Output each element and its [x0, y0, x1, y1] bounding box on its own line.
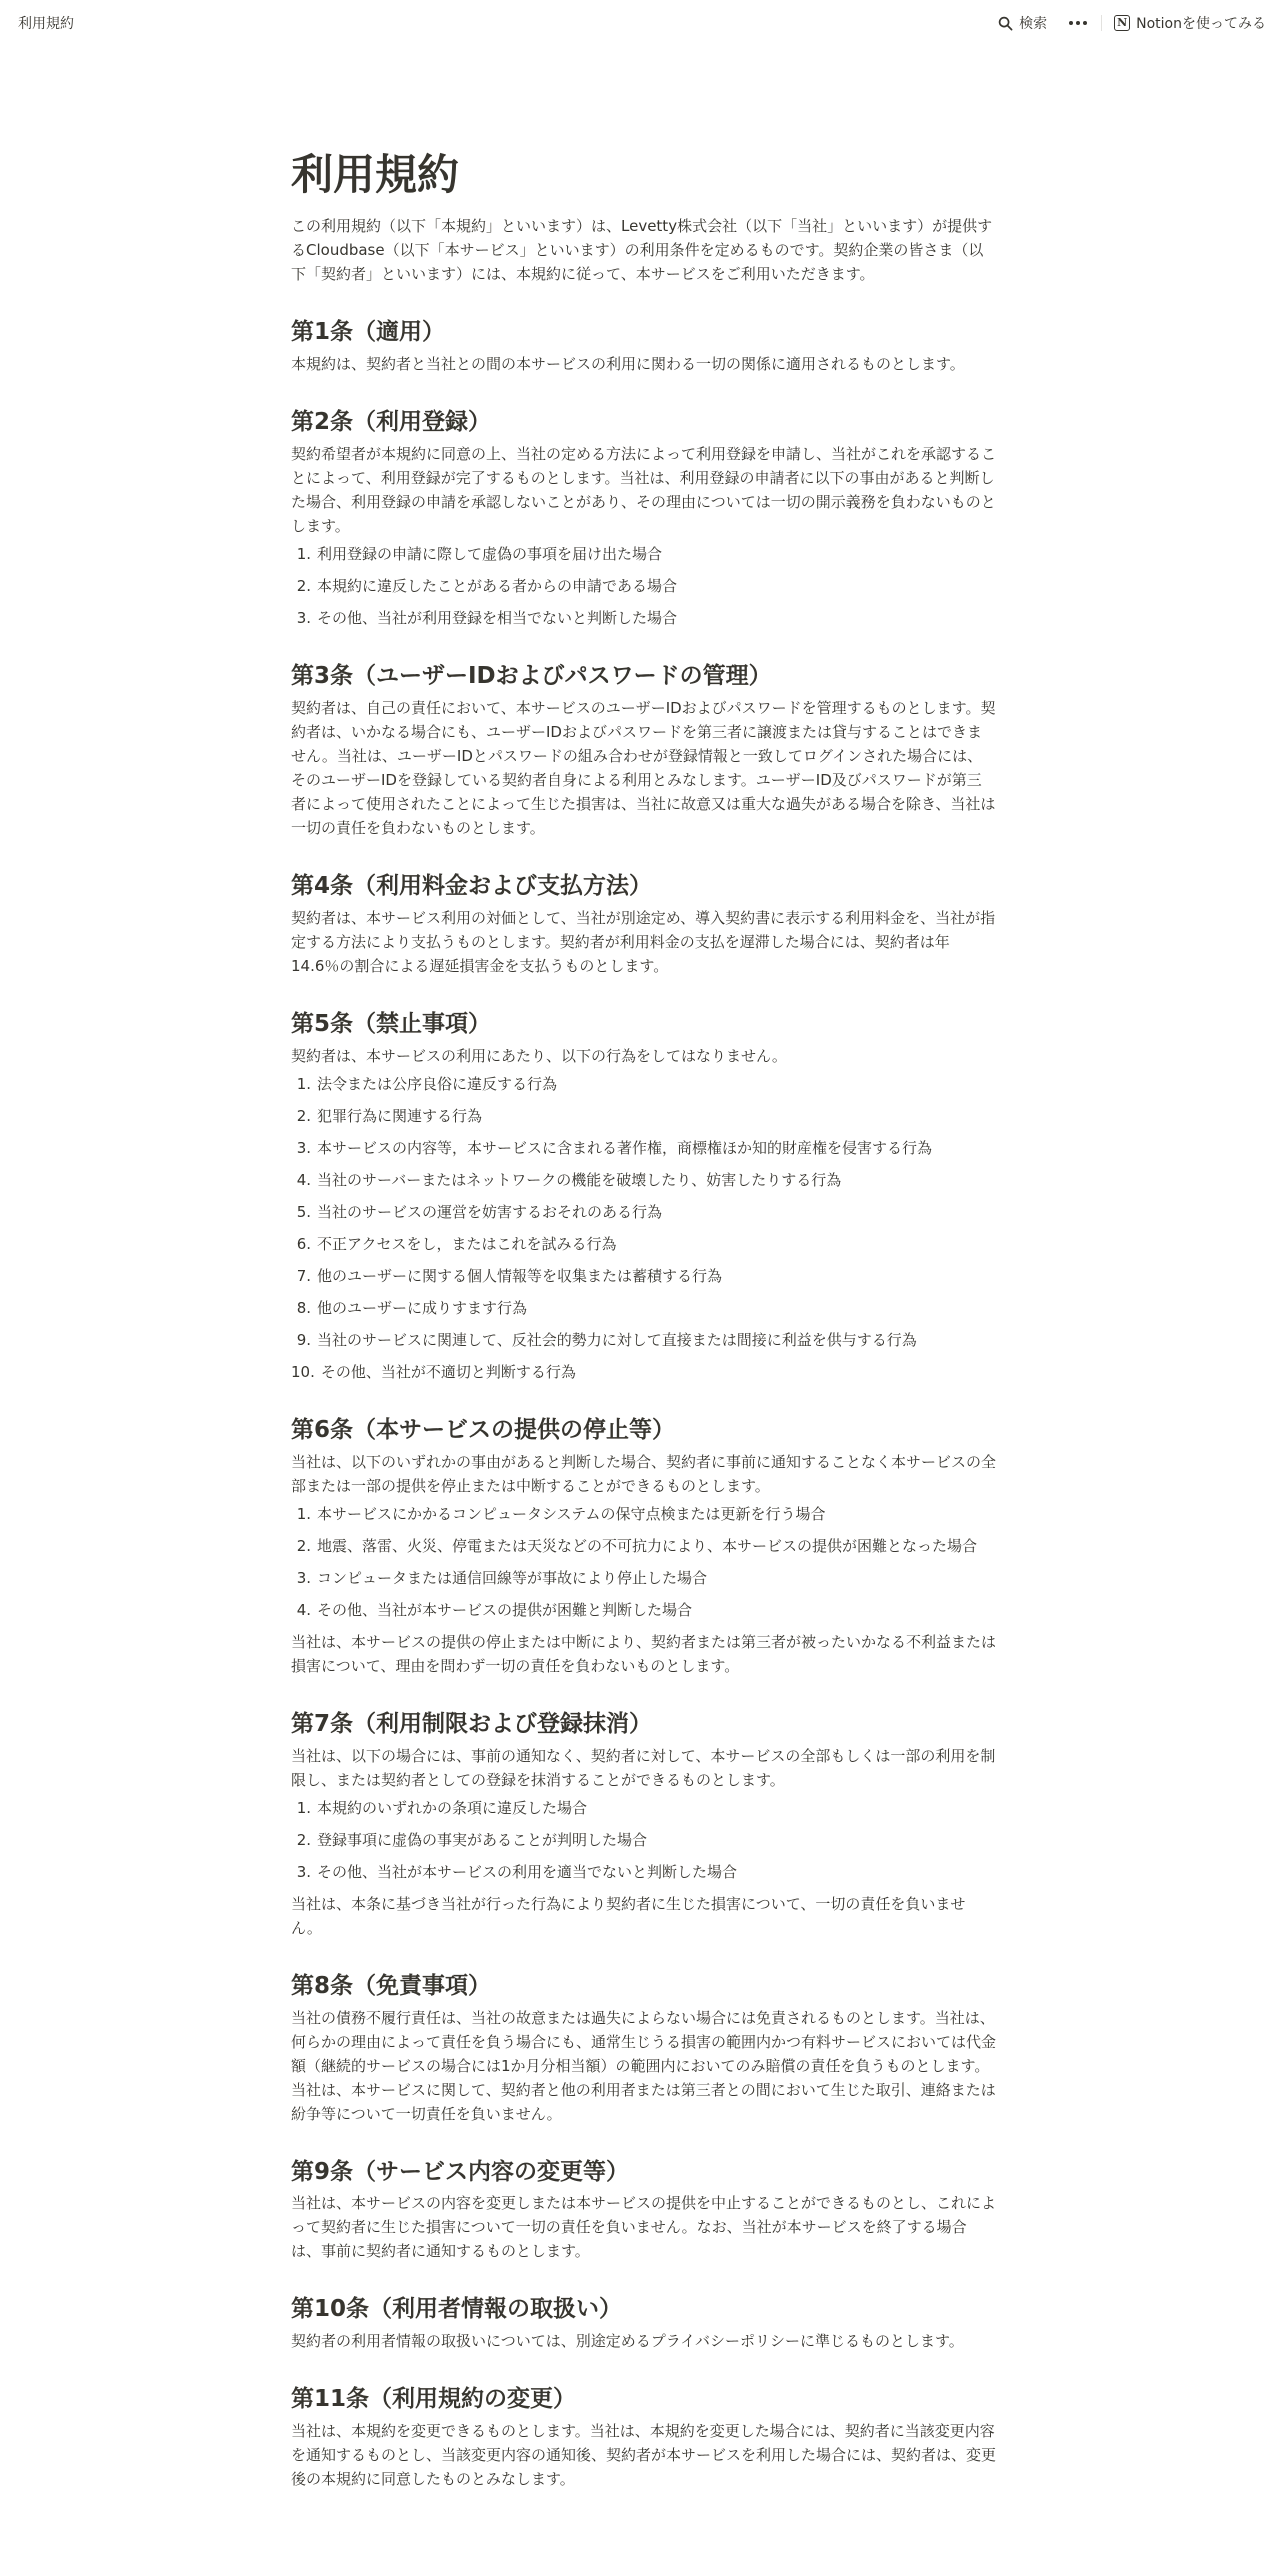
list-item	[291, 1360, 996, 1384]
list-number: 1.	[296, 1074, 311, 1093]
list-item-text: 利用登録の申請に際して虚偽の事項を届け出た場合	[317, 545, 663, 564]
list-item	[291, 1502, 996, 1526]
section-paragraph: 契約者は、自己の責任において、本サービスのユーザーIDおよびパスワードを管理するものとします。契約者は、いかなる場合にも、ユーザーIDおよびパスワードを第三者に譲渡または貸与することはできません。当社は、ユーザーIDとパスワードの組み合わせが登録情報と一致してログインされた場合には、そのユーザーIDを登録している契約者自身による利用とみなします。ユーザーID及びパスワードが第三者によって使用されたことによって生じた損害は、当社に故意又は重大な過失がある場合を除き、当社は一切の責任を負わないものとします。	[291, 699, 996, 838]
section-heading: 第6条（本サービスの提供の停止等）	[291, 1416, 676, 1443]
list-item-text: 当社のサーバーまたはネットワークの機能を破壊したり、妨害したりする行為	[317, 1170, 842, 1189]
page-title: 利用規約	[291, 150, 460, 199]
list-item-text: 他のユーザーに成りすます行為	[317, 1298, 528, 1317]
list-number: 5.	[296, 1202, 311, 1221]
section-heading: 第10条（利用者情報の取扱い）	[291, 2296, 623, 2323]
list-number: 4.	[296, 1600, 311, 1619]
list-number: 3.	[296, 609, 311, 628]
list-item-text: 本サービスにかかるコンピュータシステムの保守点検または更新を行う場合	[317, 1504, 826, 1523]
list-item	[291, 1828, 996, 1852]
section-heading: 第5条（禁止事項）	[291, 1010, 492, 1037]
try-notion-button[interactable]	[1114, 13, 1266, 33]
list-item	[291, 1072, 996, 1096]
list-item	[291, 1598, 996, 1622]
list-item	[291, 542, 996, 566]
list-item	[291, 1534, 996, 1558]
divider	[1101, 15, 1102, 31]
list-item-text: 本規約に違反したことがある者からの申請である場合	[317, 577, 678, 596]
list-item	[291, 1264, 996, 1288]
section-heading: 第8条（免責事項）	[291, 1972, 492, 1999]
section-paragraph: 契約者の利用者情報の取扱いについては、別途定めるプライバシーポリシーに準じるものとします。	[291, 2332, 964, 2351]
numbered-list	[291, 1072, 996, 1384]
list-item	[291, 1566, 996, 1590]
list-item-text: その他、当社が本サービスの利用を適当でないと判断した場合	[317, 1862, 738, 1881]
page-content	[291, 150, 996, 2493]
section-paragraph: 契約者は、本サービス利用の対価として、当社が別途定め、導入契約書に表示する利用料金を、当社が指定する方法により支払うものとします。契約者が利用料金の支払を遅滞した場合には、契約者は年14.6％の割合による遅延損害金を支払うものとします。	[291, 908, 996, 975]
section-paragraph: 当社は、以下の場合には、事前の通知なく、契約者に対して、本サービスの全部もしくは一部の利用を制限し、または契約者としての登録を抹消することができるものとします。	[291, 1746, 996, 1789]
list-item-text: 犯罪行為に関連する行為	[317, 1106, 483, 1125]
list-number: 8.	[296, 1298, 311, 1317]
section-heading: 第7条（利用制限および登録抹消）	[291, 1710, 653, 1737]
section-heading: 第4条（利用料金および支払方法）	[291, 873, 653, 900]
section-paragraph: 当社は、本条に基づき当社が行った行為により契約者に生じた損害について、一切の責任を負いません。	[291, 1894, 966, 1937]
list-number: 3.	[296, 1138, 311, 1157]
section-paragraph: 当社は、本サービスの内容を変更しまたは本サービスの提供を中止することができるものとし、これによって契約者に生じた損害について一切の責任を負いません。なお、当社が本サービスを終了する場合は、事前に契約者に通知するものとします。	[291, 2194, 997, 2261]
list-item	[291, 1860, 996, 1884]
list-item	[291, 574, 996, 598]
more-dot-icon	[1083, 21, 1087, 25]
list-item-text: 当社のサービスに関連して、反社会的勢力に対して直接または間接に利益を供与する行為	[317, 1330, 917, 1349]
list-item	[291, 1296, 996, 1320]
try-notion-label: Notionを使ってみる	[1136, 16, 1266, 32]
list-item	[291, 1796, 996, 1820]
numbered-list	[291, 1502, 996, 1622]
list-number: 3.	[296, 1568, 311, 1587]
list-item	[291, 1104, 996, 1128]
more-dot-icon	[1069, 21, 1073, 25]
list-number: 7.	[296, 1266, 311, 1285]
section-paragraph: 当社は、本サービスの提供の停止または中断により、契約者または第三者が被ったいかなる不利益または損害について、理由を問わず一切の責任を負わないものとします。	[291, 1632, 997, 1675]
section-paragraph: 当社は、本規約を変更できるものとします。当社は、本規約を変更した場合には、契約者に当該変更内容を通知するものとし、当該変更内容の通知後、契約者が本サービスを利用した場合には、契約者は、変更後の本規約に同意したものとみなします。	[291, 2422, 997, 2489]
list-item	[291, 1200, 996, 1224]
list-item-text: コンピュータまたは通信回線等が事故により停止した場合	[317, 1568, 708, 1587]
list-item-text: 法令または公序良俗に違反する行為	[317, 1074, 558, 1093]
search-label: 検索	[1019, 16, 1048, 32]
intro-paragraph: この利用規約（以下「本規約」といいます）は、Levetty株式会社（以下「当社」といいます）が提供するCloudbase（以下「本サービス」といいます）の利用条件を定めるものです。契約企業の皆さま（以下「契約者」といいます）には、本規約に従って、本サービスをご利用いただきます。	[291, 217, 993, 284]
section-heading: 第3条（ユーザーIDおよびパスワードの管理）	[291, 663, 772, 690]
list-number: 1.	[296, 1504, 311, 1523]
search-icon	[998, 16, 1013, 31]
list-number: 2.	[296, 1536, 311, 1555]
search-button[interactable]	[998, 13, 1047, 33]
list-item	[291, 606, 996, 630]
list-number: 2.	[296, 577, 311, 596]
numbered-list	[291, 542, 996, 630]
list-number: 9.	[296, 1330, 311, 1349]
numbered-list	[291, 1796, 996, 1884]
list-item-text: 他のユーザーに関する個人情報等を収集または蓄積する行為	[317, 1266, 723, 1285]
list-number: 2.	[296, 1106, 311, 1125]
section-heading: 第11条（利用規約の変更）	[291, 2386, 577, 2413]
list-number: 1.	[296, 1798, 311, 1817]
list-item-text: 登録事項に虚偽の事実があることが判明した場合	[317, 1830, 648, 1849]
list-number: 3.	[296, 1862, 311, 1881]
section-paragraph: 契約者は、本サービスの利用にあたり、以下の行為をしてはなりません。	[291, 1046, 787, 1065]
more-dot-icon	[1076, 21, 1080, 25]
list-item	[291, 1232, 996, 1256]
list-item-text: 当社のサービスの運営を妨害するおそれのある行為	[317, 1202, 663, 1221]
section-paragraph: 当社の債務不履行責任は、当社の故意または過失によらない場合には免責されるものとします。当社は、何らかの理由によって責任を負う場合にも、通常生じうる損害の範囲内かつ有料サービスにおいては代金額（継続的サービスの場合には1か月分相当額）の範囲内においてのみ賠償の責任を負うものとします。当社は、本サービスに関して、契約者と他の利用者または第三者との間において生じた取引、連絡または紛争等について一切責任を負いません。	[291, 2008, 997, 2123]
section-heading: 第9条（サービス内容の変更等）	[291, 2158, 630, 2185]
list-item	[291, 1168, 996, 1192]
section-paragraph: 当社は、以下のいずれかの事由があると判断した場合、契約者に事前に通知することなく本サービスの全部または一部の提供を停止または中断することができるものとします。	[291, 1452, 997, 1495]
topbar-actions	[998, 13, 1266, 33]
list-item	[291, 1136, 996, 1160]
more-options-button[interactable]	[1069, 21, 1087, 25]
section-paragraph: 契約希望者が本規約に同意の上、当社の定める方法によって利用登録を申請し、当社がこれを承認することによって、利用登録が完了するものとします。当社は、利用登録の申請者に以下の事由があると判断した場合、利用登録の申請を承認しないことがあり、その理由については一切の開示義務を負わないものとします。	[291, 445, 997, 536]
section-paragraph: 本規約は、契約者と当社との間の本サービスの利用に関わる一切の関係に適用されるものとします。	[291, 355, 965, 374]
list-number: 10.	[291, 1362, 315, 1381]
list-item-text: その他、当社が不適切と判断する行為	[320, 1362, 576, 1381]
list-item-text: その他、当社が本サービスの提供が困難と判断した場合	[317, 1600, 693, 1619]
list-item-text: 不正アクセスをし，またはこれを試みる行為	[317, 1234, 617, 1253]
list-number: 4.	[296, 1170, 311, 1189]
breadcrumb[interactable]: 利用規約	[18, 16, 74, 32]
list-item-text: 本規約のいずれかの条項に違反した場合	[317, 1798, 588, 1817]
list-item-text: その他、当社が利用登録を相当でないと判断した場合	[317, 609, 678, 628]
topbar	[0, 0, 1284, 46]
notion-logo-icon: N	[1114, 15, 1130, 31]
list-item-text: 地震、落雷、火災、停電または天災などの不可抗力により、本サービスの提供が困難となった場合	[317, 1536, 978, 1555]
list-number: 6.	[296, 1234, 311, 1253]
section-heading: 第1条（適用）	[291, 319, 446, 346]
sections	[291, 318, 996, 2491]
list-number: 2.	[296, 1830, 311, 1849]
list-item	[291, 1328, 996, 1352]
section-heading: 第2条（利用登録）	[291, 409, 492, 436]
list-item-text: 本サービスの内容等，本サービスに含まれる著作権，商標権ほか知的財産権を侵害する行為	[317, 1138, 933, 1157]
list-number: 1.	[296, 545, 311, 564]
